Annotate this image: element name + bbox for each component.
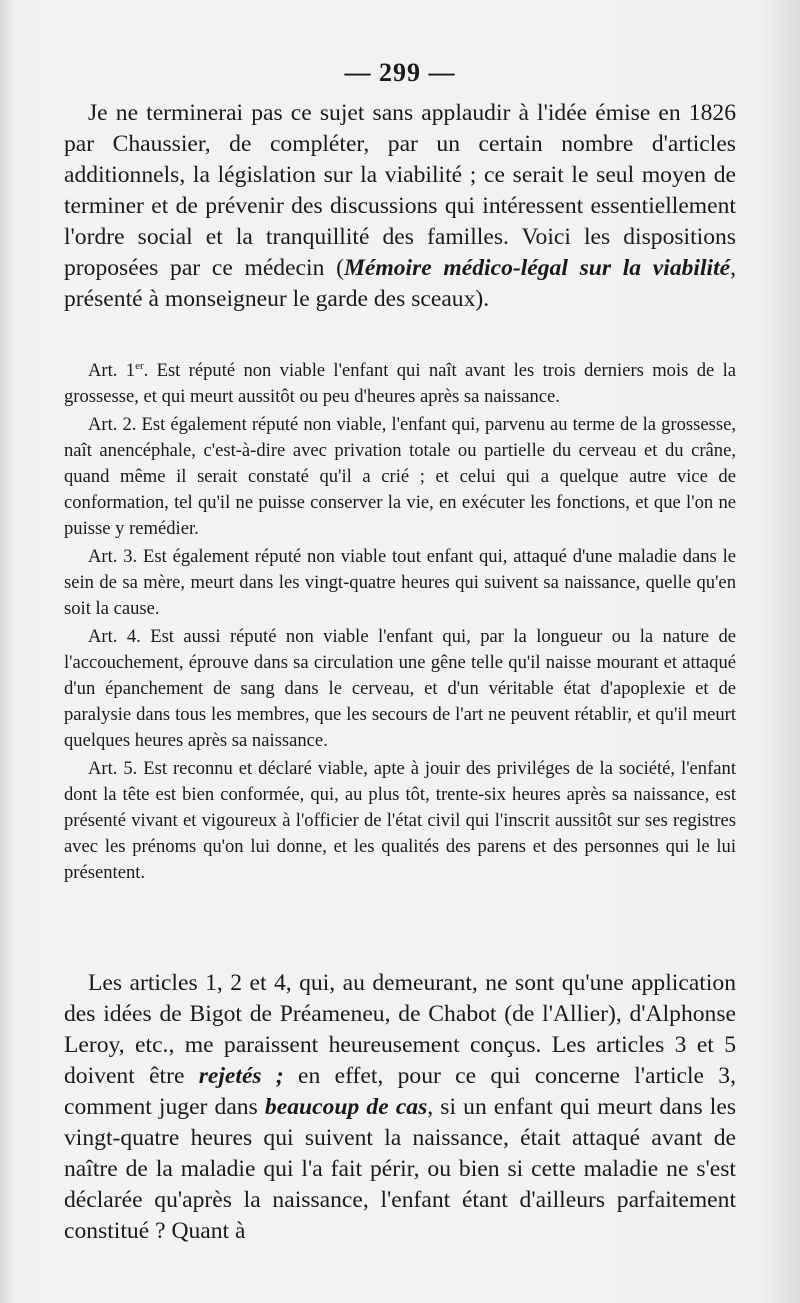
articles-list [64, 358, 736, 886]
article-label-sup: er [135, 360, 144, 372]
closing-text-1: Les articles 1, 2 et 4, qui, au demeurant, ne sont qu'une application des idées de Bigot de Préameneu, de Chabot (de l'Allier), d'Alphonse Leroy, etc., me paraissent heureusement conçus. Les articles 3 et 5 doivent être [64, 970, 736, 1089]
article-label: Art. 2. [88, 414, 137, 435]
article-label: Art. 3. [88, 546, 138, 567]
closing-paragraph [64, 968, 736, 1247]
article-2 [64, 412, 736, 542]
page-number: — 299 — [344, 58, 456, 87]
article-text: Est également réputé non viable tout enfant qui, attaqué d'une maladie dans le sein de sa mère, meurt dans les vingt-quatre heures qui suivent sa naissance, quelle qu'en soit la cause. [64, 546, 736, 619]
closing-text-3: , si un enfant qui meurt dans les vingt-quatre heures qui suivent la naissance, était attaqué avant de naître de la maladie qui l'a fait périr, ou bien si cette maladie ne s'est déclarée qu'après la naissance, l'enfant étant d'ailleurs parfaitement constitué ? Quant à [64, 1094, 737, 1244]
closing-emphasis-2: beaucoup de cas [264, 1094, 428, 1120]
article-3 [64, 544, 736, 622]
memoir-title: Mémoire médico-légal sur la viabilité [343, 255, 731, 281]
intro-paragraph [64, 98, 736, 315]
article-4 [64, 624, 736, 754]
article-1 [64, 358, 736, 410]
intro-text-end: , présenté à monseigneur le garde des sceaux). [64, 255, 737, 312]
intro-text: Je ne terminerai pas ce sujet sans applaudir à l'idée émise en 1826 par Chaussier, de compléter, par un certain nombre d'articles additionnels, la législation sur la viabilité ; ce serait le seul moyen de terminer et de prévenir des discussions qui intéressent essentiellement l'ordre social et la tranquillité des familles. Voici les dispositions proposées par ce médecin ( [64, 100, 736, 281]
article-5 [64, 756, 736, 886]
closing-text-2: en effet, pour ce qui concerne l'article 3, comment juger dans [64, 1063, 736, 1120]
article-label: Art. 1 [88, 360, 136, 381]
article-text: Est reconnu et déclaré viable, apte à jouir des priviléges de la société, l'enfant dont la tête est bien conformée, qui, au plus tôt, trente-six heures après sa naissance, est présenté vivant et vigoureux à l'officier de l'état civil qui l'inscrit aussitôt sur ses registres avec les prénoms qu'on lui donne, et les qualités des parens et des personnes qui le lui présentent. [64, 758, 737, 883]
article-label: Art. 4. [88, 626, 141, 647]
closing-emphasis-1: rejetés ; [198, 1063, 284, 1089]
article-label: Art. 5. [88, 758, 138, 779]
article-text: . Est réputé non viable l'enfant qui naît avant les trois derniers mois de la grossesse, et qui meurt aussitôt ou peu d'heures après sa naissance. [64, 360, 736, 407]
article-text: Est aussi réputé non viable l'enfant qui, par la longueur ou la nature de l'accouchement, éprouve dans sa circulation une gêne telle qu'il naisse mourant et attaqué d'un épanchement de sang dans le cerveau, et d'un véritable état d'apoplexie et de paralysie dans tous les membres, que les secours de l'art ne peuvent rétablir, et qu'il meurt quelques heures après sa naissance. [64, 626, 736, 751]
article-text: Est également réputé non viable, l'enfant qui, parvenu au terme de la grossesse, naît anencéphale, c'est-à-dire avec privation totale ou partielle du cerveau et du crâne, quand même il serait constaté qu'il a crié ; et celui qui a quelque autre vice de conformation, tel qu'il ne puisse conserver la vie, en exécuter les fonctions, et que l'on ne puisse y remédier. [64, 414, 736, 539]
